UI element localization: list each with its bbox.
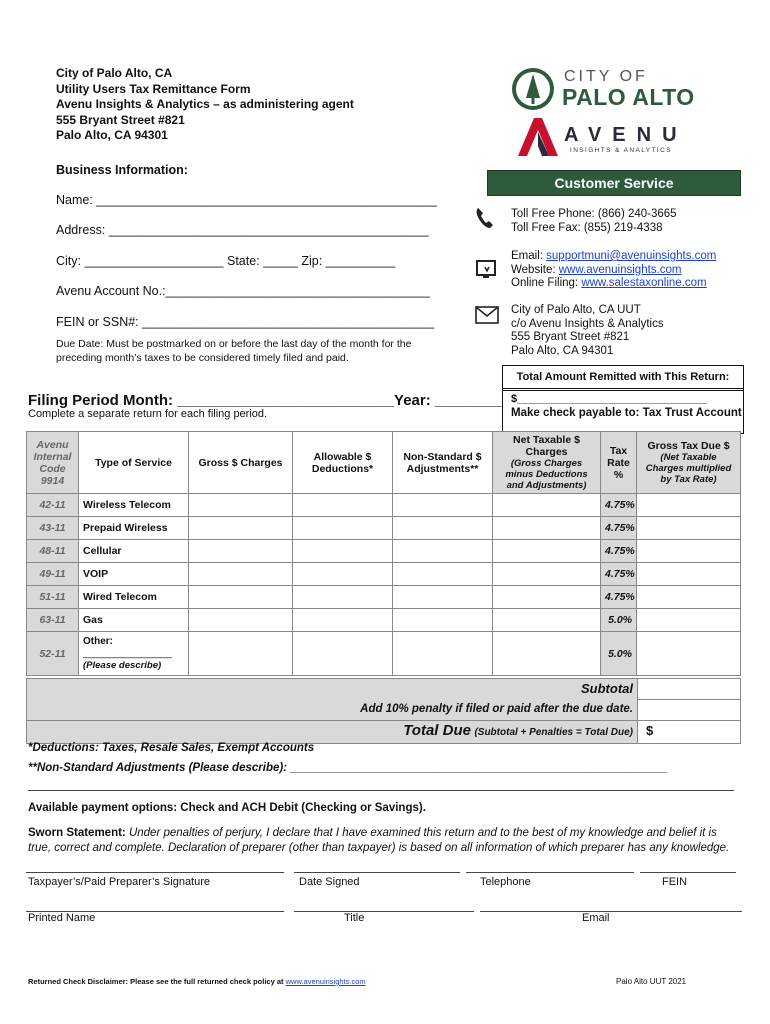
row-rate: 5.0% [601,609,637,632]
nonstandard-extra-line[interactable] [28,776,734,791]
row-rate: 5.0% [601,632,637,676]
header-line: Utility Users Tax Remittance Form [56,81,251,96]
fein-line[interactable] [640,860,736,873]
table-body [27,494,741,676]
table-row-other [27,632,741,676]
row-service: Wired Telecom [79,586,189,609]
subtotal-label: Subtotal [581,681,633,696]
col-header-tax-sub: (Net Taxable Charges multiplied by Tax Rate) [645,452,732,485]
tax-input[interactable] [637,586,741,609]
due-date-line: Due Date: Must be postmarked on or before the last day of the month for the [56,338,412,350]
total-due-row [403,722,633,739]
sworn-line-1 [28,826,729,841]
cs-email-label: Email: [511,250,547,262]
col-header-net [493,432,601,494]
gross-input[interactable] [189,540,293,563]
cs-online-block [511,250,716,291]
net-input[interactable] [493,517,601,540]
tax-input[interactable] [637,632,741,676]
palo-alto-logo [510,66,720,114]
total-due-note: (Subtotal + Penalties = Total Due) [474,727,633,738]
allowable-input[interactable] [293,494,393,517]
total-due-label: Total Due [403,722,471,739]
total-remitted-input[interactable]: $_______________________________ [511,393,707,405]
row-code: 43-11 [27,517,79,540]
table-row [27,540,741,563]
disclaimer-text: Returned Check Disclaimer: Please see the full returned check policy at [28,977,286,986]
table-row [27,517,741,540]
cs-filing-row [511,277,716,291]
gross-input[interactable] [189,517,293,540]
gross-input[interactable] [189,563,293,586]
net-input[interactable] [493,632,601,676]
email-line[interactable] [480,899,742,912]
table-row [27,586,741,609]
avenu-mark-icon [518,118,558,156]
row-service: Cellular [79,540,189,563]
tax-input[interactable] [637,563,741,586]
envelope-icon [475,306,499,324]
allowable-input[interactable] [293,517,393,540]
title-line[interactable] [294,899,474,912]
gross-input[interactable] [189,494,293,517]
col-header-net-sub: (Gross Charges minus Deductions and Adjustments) [505,458,588,491]
sworn-statement [28,826,729,855]
tax-input[interactable] [637,540,741,563]
telephone-label: Telephone [480,876,531,888]
row-rate: 4.75% [601,494,637,517]
col-header-nonstandard: Non-Standard $ Adjustments** [393,432,493,494]
row-code: 63-11 [27,609,79,632]
computer-icon [475,259,499,281]
cs-website-label: Website: [511,263,559,276]
row-code: 51-11 [27,586,79,609]
col-header-service: Type of Service [79,432,189,494]
fein-label: FEIN [662,876,688,888]
header-line: 555 Bryant Street #821 [56,112,185,127]
row-code: 48-11 [27,540,79,563]
gross-input[interactable] [189,586,293,609]
cs-website-link[interactable]: www.avenuinsights.com [558,263,682,276]
nonstandard-input[interactable] [393,632,493,676]
tax-input[interactable] [637,517,741,540]
cs-fax: Toll Free Fax: (855) 219-4338 [511,221,663,234]
filing-period-note: Complete a separate return for each filing period. [28,408,268,420]
returned-check-disclaimer [28,977,366,986]
deductions-note: *Deductions: Taxes, Resale Sales, Exempt Accounts [28,742,315,754]
other-describe-note: (Please describe) [83,659,162,671]
title-label: Title [344,912,365,924]
date-signed-line[interactable] [294,860,460,873]
disclaimer-link[interactable]: www.avenuinsights.com [285,977,366,986]
header-line: City of Palo Alto, CA [56,66,173,80]
signature-label: Taxpayer’s/Paid Preparer’s Signature [28,876,211,888]
header-line: Avenu Insights & Analytics – as administering agent [56,97,354,112]
row-rate: 4.75% [601,540,637,563]
address-field[interactable]: Address: ______________________________________________ [56,223,429,237]
sworn-text-1: Under penalties of perjury, I declare that I have examined this return and to the best of my knowledge and belief it is [125,827,717,839]
row-service: Wireless Telecom [79,494,189,517]
net-input[interactable] [493,563,601,586]
telephone-line[interactable] [466,860,634,873]
logo-avenu-sub: INSIGHTS & ANALYTICS [570,147,672,154]
table-row [27,609,741,632]
table-header-row [27,432,741,494]
cs-mail-line: 555 Bryant Street #821 [511,331,630,343]
printed-name-line[interactable] [26,899,284,912]
signature-line[interactable] [26,860,284,873]
other-label: Other: [83,635,113,647]
row-service: Prepaid Wireless [79,517,189,540]
total-due-input[interactable] [636,721,741,744]
gross-input[interactable] [189,609,293,632]
name-field[interactable]: Name: _________________________________________________ [56,193,437,207]
cs-filing-label: Online Filing: [511,277,582,289]
date-signed-label: Date Signed [299,876,360,888]
logo-city-of: CITY OF [564,68,648,85]
row-service: VOIP [79,563,189,586]
penalty-label: Add 10% penalty if filed or paid after the due date. [360,703,633,715]
header-address-block [56,66,354,144]
fein-ssn-field[interactable]: FEIN or SSN#: __________________________________________ [56,315,435,329]
phone-icon [474,206,496,230]
allowable-input[interactable] [293,540,393,563]
city-state-zip-field[interactable]: City: ____________________ State: _____ Zip: __________ [56,254,396,268]
cs-mail-line: City of Palo Alto, CA UUT [511,304,641,316]
logo-palo-alto: PALO ALTO [562,84,695,110]
cs-email-row [511,250,716,264]
col-header-gross: Gross $ Charges [189,432,293,494]
col-header-net-title: Net Taxable $ Charges [513,434,580,458]
row-service-other [79,632,189,676]
total-due-bar [26,721,638,744]
tax-table [26,431,741,676]
row-rate: 4.75% [601,563,637,586]
nonstandard-input[interactable] [393,563,493,586]
col-header-tax [637,432,741,494]
tax-input[interactable] [637,494,741,517]
cs-phone: Toll Free Phone: (866) 240-3665 [511,208,677,220]
header-line: Palo Alto, CA 94301 [56,128,168,143]
due-date-note [56,337,411,365]
allowable-input[interactable] [293,586,393,609]
subtotal-input[interactable] [636,678,741,700]
account-number-field[interactable]: Avenu Account No.:______________________________________ [56,284,430,298]
cs-phone-block [511,208,677,235]
net-input[interactable] [493,494,601,517]
tree-seal-icon [510,66,556,112]
cs-email-link[interactable]: supportmuni@avenuinsights.com [546,250,717,262]
col-header-tax-title: Gross Tax Due $ [647,440,730,452]
sworn-label: Sworn Statement: [28,827,126,839]
col-header-rate: Tax Rate % [601,432,637,494]
cs-website-row [511,264,716,278]
col-header-allowable: Allowable $ Deductions* [293,432,393,494]
cs-filing-link[interactable]: www.salestaxonline.com [581,277,707,289]
row-service: Gas [79,609,189,632]
email-label: Email [582,912,610,924]
gross-input[interactable] [189,632,293,676]
row-rate: 4.75% [601,517,637,540]
payment-options: Available payment options: Check and ACH Debit (Checking or Savings). [28,802,426,814]
allowable-input[interactable] [293,563,393,586]
nonstandard-note[interactable]: **Non-Standard Adjustments (Please describe): ___________________________________________________________ [28,762,668,774]
customer-service-banner: Customer Service [487,170,741,196]
due-date-line: preceding month’s taxes to be considered timely filed and paid. [56,352,349,364]
form-version: Palo Alto UUT 2021 [616,977,687,986]
filing-period-field[interactable]: Filing Period Month: __________________________Year: ________ [28,392,502,409]
payable-to: Make check payable to: Tax Trust Account [511,407,742,419]
avenu-logo [518,118,718,158]
total-remitted-title: Total Amount Remitted with This Return: [516,371,730,383]
sworn-text-2: true, correct and complete. Declaration of preparer (other than taxpayer) is based on all information of which preparer has any knowledge. [28,841,730,854]
net-input[interactable] [493,586,601,609]
allowable-input[interactable] [293,609,393,632]
nonstandard-input[interactable] [393,609,493,632]
business-info-heading: Business Information: [56,163,188,177]
nonstandard-input[interactable] [393,540,493,563]
subtotal-bar [26,678,638,700]
allowable-input[interactable] [293,632,393,676]
penalty-input[interactable] [636,699,741,721]
row-code: 42-11 [27,494,79,517]
nonstandard-input[interactable] [393,586,493,609]
penalty-bar [26,699,638,721]
tax-input[interactable] [637,609,741,632]
logo-avenu: AVENU [564,124,688,146]
row-code: 52-11 [27,632,79,676]
col-header-code: Avenu Internal Code 9914 [27,432,79,494]
nonstandard-input[interactable] [393,494,493,517]
printed-name-label: Printed Name [28,912,96,924]
cs-mail-block [511,304,664,358]
cs-mail-line: Palo Alto, CA 94301 [511,344,614,357]
total-due-dollar: $ [646,723,654,738]
net-input[interactable] [493,609,601,632]
table-row [27,563,741,586]
other-describe-input[interactable]: ________________ [83,647,172,659]
table-row [27,494,741,517]
total-remitted-box [502,388,744,434]
cs-mail-line: c/o Avenu Insights & Analytics [511,317,664,330]
nonstandard-input[interactable] [393,517,493,540]
net-input[interactable] [493,540,601,563]
row-code: 49-11 [27,563,79,586]
row-rate: 4.75% [601,586,637,609]
